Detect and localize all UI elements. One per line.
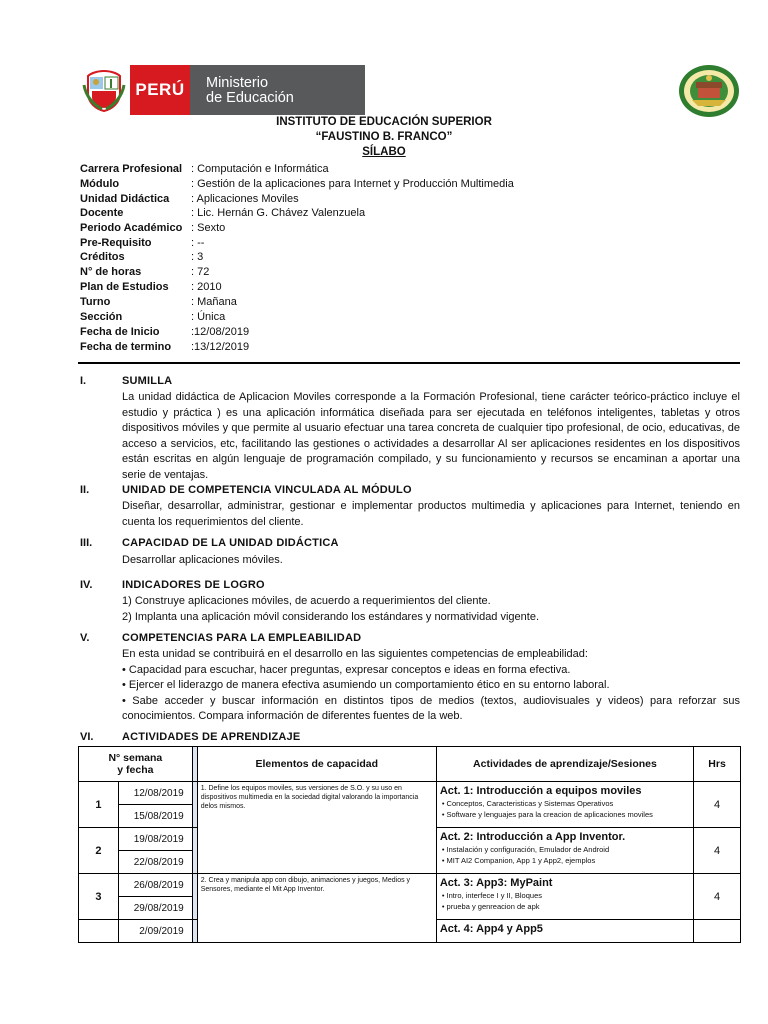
- info-row: [80, 250, 680, 265]
- info-row: [80, 325, 680, 340]
- header-week-line2: y fecha: [117, 764, 154, 776]
- info-value: : Gestión de la aplicaciones para Internet y Producción Multimedia: [191, 178, 514, 190]
- sumilla-paragraph: La unidad didáctica de Aplicacion Moviles corresponde a la Formación Profesional, tiene carácter teórico-práctico incluye el estudio y práctica ) es una aplicación informática diseñada para ser ejecutada en teléfonos inteligentes, tabletas y otros dispositivos móviles y que permite al usuario efectuar una tarea concreta de cualquier tipo profesional, de ocio, educativas, de acceso a servicios, etc, facilitando las gestiones o actividades a desarrollar Al ser aplicaciones residentes en los dispositivos están escritas en algún lenguaje de programación compilado, y su funcionamiento y recursos se encaminan a aportar una serie de ventajas.: [122, 391, 740, 481]
- activity-hours: 4: [694, 874, 741, 920]
- section-title-indicadores: INDICADORES DE LOGRO: [122, 579, 265, 591]
- info-value: :13/12/2019: [191, 341, 250, 353]
- activity-cell: [436, 874, 693, 920]
- week-date: 22/08/2019: [118, 851, 192, 874]
- activity-title: Act. 2: Introducción a App Inventor.: [439, 831, 626, 843]
- section-text-indicadores: [122, 594, 740, 625]
- header-week-line1: N° semana: [108, 752, 163, 764]
- info-label: Docente: [80, 207, 124, 219]
- info-label: Fecha de termino: [80, 341, 172, 353]
- info-label: Periodo Académico: [80, 222, 183, 234]
- info-value: : 2010: [191, 281, 222, 293]
- section-text-empleabilidad: [122, 647, 740, 725]
- competencia-paragraph: Diseñar, desarrollar, administrar, gestionar e implementar productos multimedia y aplicaciones para Internet, teniendo en cuenta los requerimientos del cliente.: [122, 500, 740, 528]
- indicator-line: 1) Construye aplicaciones móviles, de acuerdo a requerimientos del cliente.: [122, 595, 491, 607]
- activity-hours: 4: [694, 828, 741, 874]
- section-number: III.: [80, 537, 93, 549]
- activities-table: [78, 746, 741, 943]
- week-date: 29/08/2019: [118, 897, 192, 920]
- info-value: : 72: [191, 266, 210, 278]
- activity-cell: [436, 828, 693, 874]
- activity-hours: 4: [694, 782, 741, 828]
- indicator-line: 2) Implanta una aplicación móvil considerando los estándares y normatividad vigente.: [122, 610, 540, 623]
- section-number: I.: [80, 375, 87, 387]
- activity-title: Act. 4: App4 y App5: [439, 923, 543, 935]
- section-text-sumilla: [122, 390, 740, 484]
- week-number: [79, 920, 119, 943]
- peru-brand-label: PERÚ: [130, 65, 190, 115]
- minedu-logo: [78, 65, 365, 115]
- section-number: II.: [80, 484, 90, 496]
- table-spacer: [192, 920, 197, 943]
- activity-title: Act. 1: Introducción a equipos moviles: [439, 785, 642, 797]
- institute-emblem-icon: [678, 64, 740, 118]
- activity-item: • Software y lenguajes para la creacion de aplicaciones moviles: [441, 810, 653, 819]
- section-text-capacidad: [122, 553, 740, 569]
- week-date: 12/08/2019: [118, 782, 192, 805]
- section-title-sumilla: SUMILLA: [122, 375, 173, 387]
- table-row: [79, 874, 741, 897]
- activity-item: • Instalación y configuración, Emulador de Android: [441, 845, 610, 854]
- info-value: : Aplicaciones Moviles: [191, 193, 299, 205]
- activity-cell: [436, 782, 693, 828]
- info-row: [80, 162, 680, 177]
- info-row: [80, 265, 680, 280]
- activity-item: • Intro, interfece I y II, Bloques: [441, 891, 542, 900]
- info-value: : Única: [191, 311, 226, 323]
- table-row: [79, 782, 741, 805]
- section-title-actividades: ACTIVIDADES DE APRENDIZAJE: [122, 731, 301, 743]
- section-number: VI.: [80, 731, 94, 743]
- empleabilidad-bullet: • Ejercer el liderazgo de manera efectiva asumiendo un comportamiento ético en su entorno laboral.: [122, 679, 610, 692]
- week-date: 26/08/2019: [118, 874, 192, 897]
- empleabilidad-bullet: • Sabe acceder y buscar información en distintos tipos de medios (textos, audiovisuales y videos) para reforzar sus conocimientos. Compara información de diferentes fuentes de la web.: [122, 694, 740, 723]
- capacity-element-2: 2. Crea y manipula app con dibujo, animaciones y juegos, Medios y Sensores, mediante el Mit App Inventor.: [197, 874, 436, 943]
- info-label: N° de horas: [80, 266, 142, 278]
- week-date: 2/09/2019: [118, 920, 192, 943]
- info-label: Carrera Profesional: [80, 163, 183, 175]
- activity-item: • Conceptos, Caracteristicas y Sistemas Operativos: [441, 799, 614, 808]
- section-title-capacidad: CAPACIDAD DE LA UNIDAD DIDÁCTICA: [122, 537, 339, 549]
- table-spacer: [192, 828, 197, 874]
- section-title-competencia: UNIDAD DE COMPETENCIA VINCULADA AL MÓDULO: [122, 484, 412, 496]
- week-number: 1: [79, 782, 119, 828]
- info-label: Unidad Didáctica: [80, 193, 170, 205]
- info-row: [80, 206, 680, 221]
- info-row: [80, 192, 680, 207]
- info-row: [80, 310, 680, 325]
- info-value: : Mañana: [191, 296, 237, 308]
- week-number: 3: [79, 874, 119, 920]
- document-title: SÍLABO: [362, 146, 406, 158]
- ministry-line2: de Educación: [206, 90, 294, 106]
- header-divider: [78, 362, 740, 364]
- activity-title: Act. 3: App3: MyPaint: [439, 877, 553, 889]
- info-row: [80, 280, 680, 295]
- week-date: 15/08/2019: [118, 805, 192, 828]
- info-row: [80, 236, 680, 251]
- peru-coat-of-arms-icon: [78, 65, 130, 115]
- institute-heading: INSTITUTO DE EDUCACIÓN SUPERIOR: [276, 116, 492, 128]
- empleabilidad-bullet: • Capacidad para escuchar, hacer preguntas, expresar conceptos e ideas en forma efectiva.: [122, 663, 571, 676]
- section-title-empleabilidad: COMPETENCIAS PARA LA EMPLEABILIDAD: [122, 632, 362, 644]
- info-value: : --: [191, 237, 205, 249]
- info-value: :12/08/2019: [191, 326, 250, 338]
- header-activities: Actividades de aprendizaje/Sesiones: [436, 747, 693, 782]
- section-text-competencia: [122, 499, 740, 530]
- section-number: V.: [80, 632, 90, 644]
- info-label: Fecha de Inicio: [80, 326, 160, 338]
- info-label: Módulo: [80, 178, 120, 190]
- activity-cell: [436, 920, 693, 943]
- week-date: 19/08/2019: [118, 828, 192, 851]
- ministry-label: [190, 65, 365, 115]
- empleabilidad-intro: En esta unidad se contribuirá en el desarrollo en las siguientes competencias de empleabilidad:: [122, 648, 588, 660]
- week-number: 2: [79, 828, 119, 874]
- capacidad-paragraph: Desarrollar aplicaciones móviles.: [122, 554, 283, 566]
- capacity-element-1: 1. Define los equipos moviles, sus versiones de S.O. y su uso en dispositivos multimedia en la sociedad digital valorando la importancia delos mismos.: [197, 782, 436, 874]
- info-value: : Computación e Informática: [191, 163, 329, 175]
- institute-name: “FAUSTINO B. FRANCO”: [315, 131, 453, 143]
- info-label: Turno: [80, 296, 111, 308]
- activity-item: • MIT AI2 Companion, App 1 y App2, ejemplos: [441, 856, 596, 865]
- info-row: [80, 340, 680, 355]
- info-value: : Lic. Hernán G. Chávez Valenzuela: [191, 207, 366, 219]
- info-value: : Sexto: [191, 222, 226, 234]
- activity-hours: [694, 920, 741, 943]
- info-label: Plan de Estudios: [80, 281, 169, 293]
- header-week: [79, 747, 193, 782]
- header-hours: Hrs: [694, 747, 741, 782]
- header-capacity: Elementos de capacidad: [197, 747, 436, 782]
- activity-item: • prueba y genreacion de apk: [441, 902, 540, 911]
- info-row: [80, 295, 680, 310]
- ministry-line1: Ministerio: [206, 75, 269, 91]
- table-header-row: [79, 747, 741, 782]
- section-number: IV.: [80, 579, 93, 591]
- info-label: Pre-Requisito: [80, 237, 152, 249]
- info-value: : 3: [191, 251, 204, 263]
- info-row: [80, 177, 680, 192]
- info-label: Sección: [80, 311, 123, 323]
- info-label: Créditos: [80, 251, 125, 263]
- info-row: [80, 221, 680, 236]
